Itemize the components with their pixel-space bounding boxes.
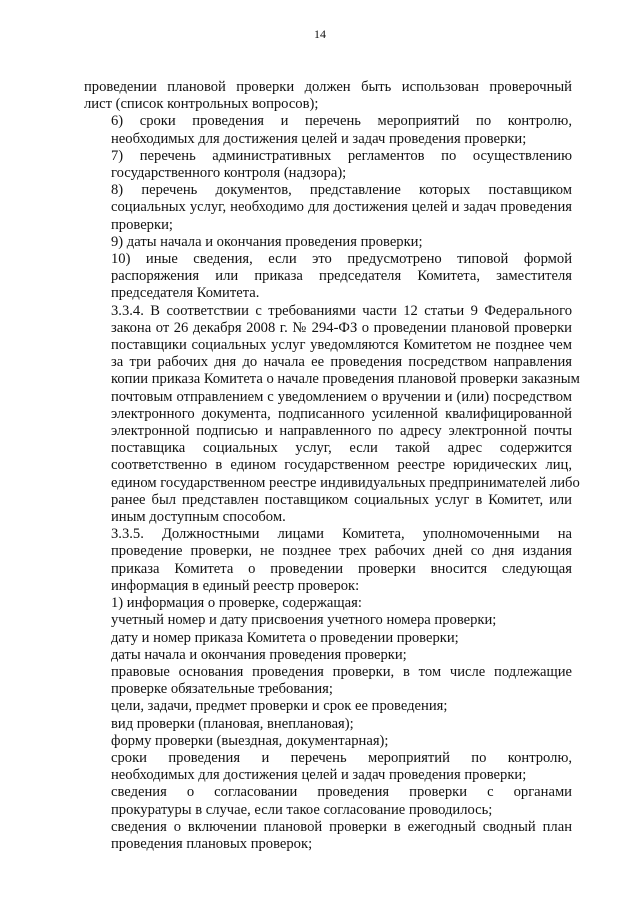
paragraph [84, 716, 572, 733]
text-line: 8) перечень документов, представление которых поставщиком [111, 182, 572, 199]
paragraph [84, 79, 572, 113]
text-line: лист (список контрольных вопросов); [84, 96, 319, 113]
text-line: иным доступным способом. [111, 509, 286, 526]
paragraph [84, 526, 572, 595]
paragraph [84, 148, 572, 182]
text-line: 7) перечень административных регламентов по осуществлению [111, 147, 572, 164]
paragraph [84, 595, 572, 612]
paragraph [84, 819, 572, 853]
paragraph [84, 234, 572, 251]
paragraph [84, 182, 572, 234]
text-line: поставщика социальных услуг, если такой адрес содержится [111, 440, 572, 457]
document-body [84, 79, 580, 853]
text-line: сроки проведения и перечень мероприятий по контролю, [111, 749, 572, 766]
text-line: распоряжения или приказа председателя Комитета, заместителя [111, 268, 572, 285]
text-line: учетный номер и дату присвоения учетного номера проверки; [111, 612, 497, 629]
text-line: проведения плановых проверок; [111, 835, 313, 852]
text-line: прокуратуры в случае, если такое согласование проводилось; [111, 801, 493, 818]
text-line: цели, задачи, предмет проверки и срок ее проведения; [111, 698, 448, 715]
text-line: необходимых для достижения целей и задач проведения проверки; [111, 130, 527, 147]
text-line: поставщики социальных услуг уведомляются Комитетом не позднее чем [111, 337, 572, 354]
text-line: соответственно в едином государственном реестре юридических лиц, [111, 457, 572, 474]
text-line: государственного контроля (надзора); [111, 165, 347, 182]
text-line: 3.3.5. Должностными лицами Комитета, уполномоченными на [111, 526, 572, 543]
text-line: электронного документа, подписанного усиленной квалифицированной [111, 405, 572, 422]
text-line: сведения о включении плановой проверки в ежегодный сводный план [111, 818, 572, 835]
text-line: даты начала и окончания проведения проверки; [111, 646, 407, 663]
text-line: 9) даты начала и окончания проведения проверки; [111, 233, 423, 250]
paragraph [84, 698, 572, 715]
text-line: электронной подписью и направленного по адресу электронной почты [111, 423, 572, 440]
text-line: информация в единый реестр проверок: [111, 577, 360, 594]
paragraph [84, 733, 572, 750]
paragraph [84, 750, 572, 784]
text-line: копии приказа Комитета о начале проведения плановой проверки заказным [111, 371, 580, 388]
text-line: ранее был представлен поставщиком социальных услуг в Комитет, или [111, 491, 572, 508]
text-line: почтовым отправлением с уведомлением о вручении и (или) посредством [111, 388, 572, 405]
paragraph [84, 784, 572, 818]
text-line: проверке обязательные требования; [111, 681, 333, 698]
text-line: вид проверки (плановая, внеплановая); [111, 715, 354, 732]
paragraph [84, 113, 572, 147]
text-line: форму проверки (выездная, документарная); [111, 732, 389, 749]
text-line: 1) информация о проверке, содержащая: [111, 595, 362, 612]
text-line: приказа Комитета о проведении проверки вносится следующая [111, 560, 572, 577]
paragraph [84, 664, 572, 698]
text-line: 3.3.4. В соответствии с требованиями части 12 статьи 9 Федерального [111, 302, 572, 319]
text-line: за три рабочих дня до начала ее проведения посредством направления [111, 354, 572, 371]
text-line: сведения о согласовании проведения проверки с органами [111, 784, 572, 801]
paragraph [84, 647, 572, 664]
page-number: 14 [314, 27, 326, 41]
paragraph [84, 302, 580, 527]
text-line: 6) сроки проведения и перечень мероприятий по контролю, [111, 113, 572, 130]
paragraph [84, 630, 572, 647]
text-line: председателя Комитета. [111, 285, 260, 302]
text-line: закона от 26 декабря 2008 г. № 294-ФЗ о проведении плановой проверки [111, 319, 572, 336]
text-line: проверки; [111, 216, 173, 233]
paragraph [84, 612, 572, 629]
text-line: социальных услуг, необходимо для достижения целей и задач проведения [111, 199, 572, 216]
text-line: проведении плановой проверки должен быть использован проверочный [84, 79, 572, 95]
text-line: проведение проверки, не позднее трех рабочих дней со дня издания [111, 543, 572, 560]
text-line: необходимых для достижения целей и задач проведения проверки; [111, 767, 527, 784]
text-line: дату и номер приказа Комитета о проведении проверки; [111, 629, 459, 646]
paragraph [84, 251, 572, 303]
text-line: 10) иные сведения, если это предусмотрено типовой формой [111, 251, 572, 268]
text-line: едином государственном реестре индивидуальных предпринимателей либо [111, 474, 580, 491]
text-line: правовые основания проведения проверки, в том числе подлежащие [111, 663, 572, 680]
